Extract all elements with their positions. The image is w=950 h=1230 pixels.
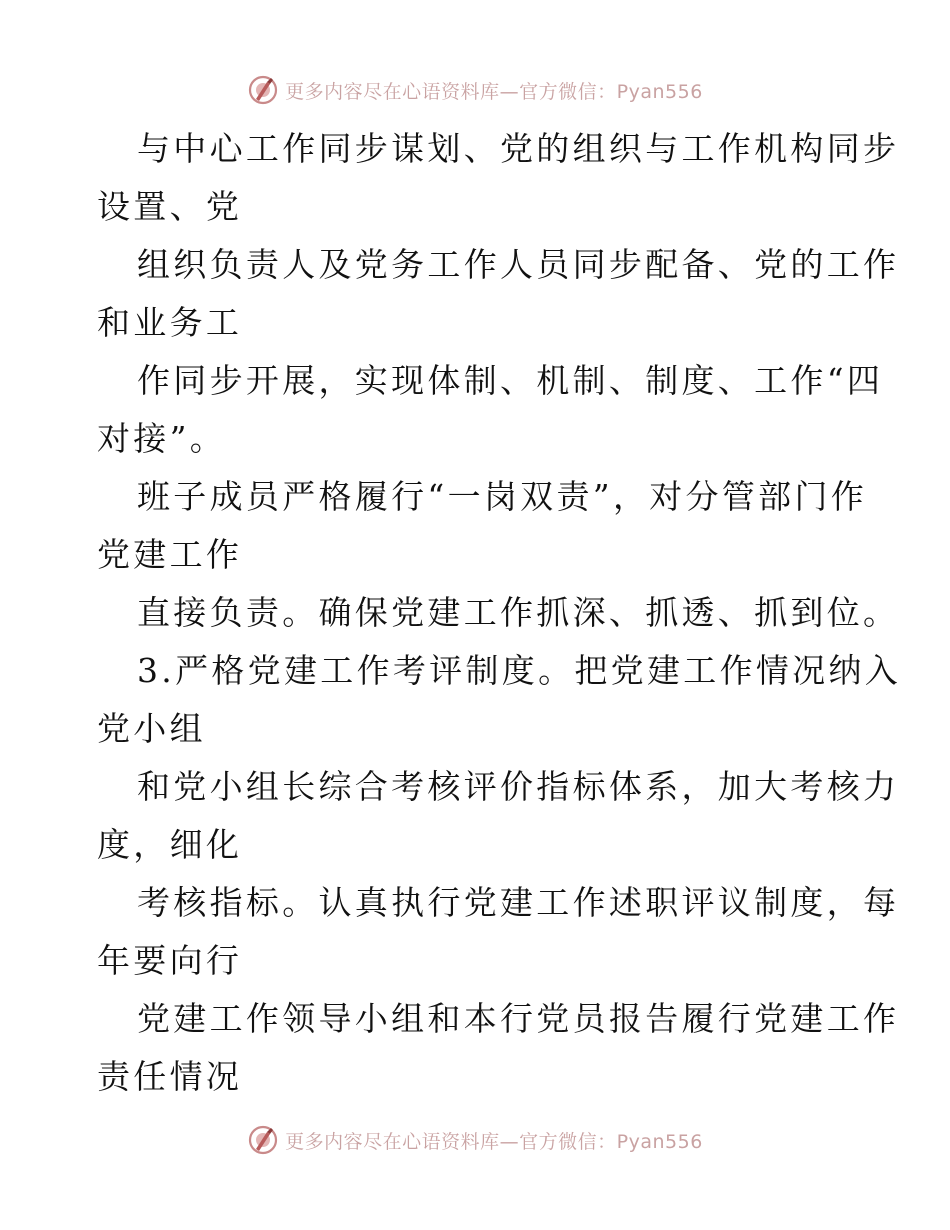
text-line: 党建工作领导小组和本行党员报告履行党建工作 xyxy=(137,999,900,1038)
text-line: 党小组 xyxy=(97,709,206,748)
banner-text: 更多内容尽在心语资料库—官方微信：Pyan556 xyxy=(285,80,703,103)
text-line: 与中心工作同步谋划、党的组织与工作机构同步 xyxy=(137,129,900,168)
text-line: 考核指标。认真执行党建工作述职评议制度，每 xyxy=(137,883,900,922)
text-line: 班子成员严格履行“一岗双责”，对分管部门作 xyxy=(137,477,868,516)
wechat-id: Pyan556 xyxy=(616,80,703,103)
banner-text: 更多内容尽在心语资料库—官方微信：Pyan556 xyxy=(285,1130,703,1153)
text-line: 对接”。 xyxy=(97,419,227,458)
text-line: 作同步开展，实现体制、机制、制度、工作“四 xyxy=(137,361,884,400)
header-watermark-banner xyxy=(0,72,950,108)
text-line: 党建工作 xyxy=(97,535,243,574)
text-line: 设置、党 xyxy=(97,187,243,226)
text-line: 度，细化 xyxy=(97,825,243,864)
ink-pen-logo-icon xyxy=(247,1124,279,1156)
text-line: 和业务工 xyxy=(97,303,243,342)
ink-pen-logo-icon xyxy=(247,74,279,106)
text-line: 年要向行 xyxy=(97,941,243,980)
document-body xyxy=(97,120,902,1106)
text-line: 和党小组长综合考核评价指标体系，加大考核力 xyxy=(137,767,900,806)
text-line: 直接负责。确保党建工作抓深、抓透、抓到位。 xyxy=(137,593,900,632)
footer-watermark-banner xyxy=(0,1122,950,1158)
text-line: 3.严格党建工作考评制度。把党建工作情况纳入 xyxy=(137,651,902,690)
text-line: 组织负责人及党务工作人员同步配备、党的工作 xyxy=(137,245,900,284)
text-line: 责任情况 xyxy=(97,1057,243,1096)
wechat-id: Pyan556 xyxy=(616,1130,703,1153)
